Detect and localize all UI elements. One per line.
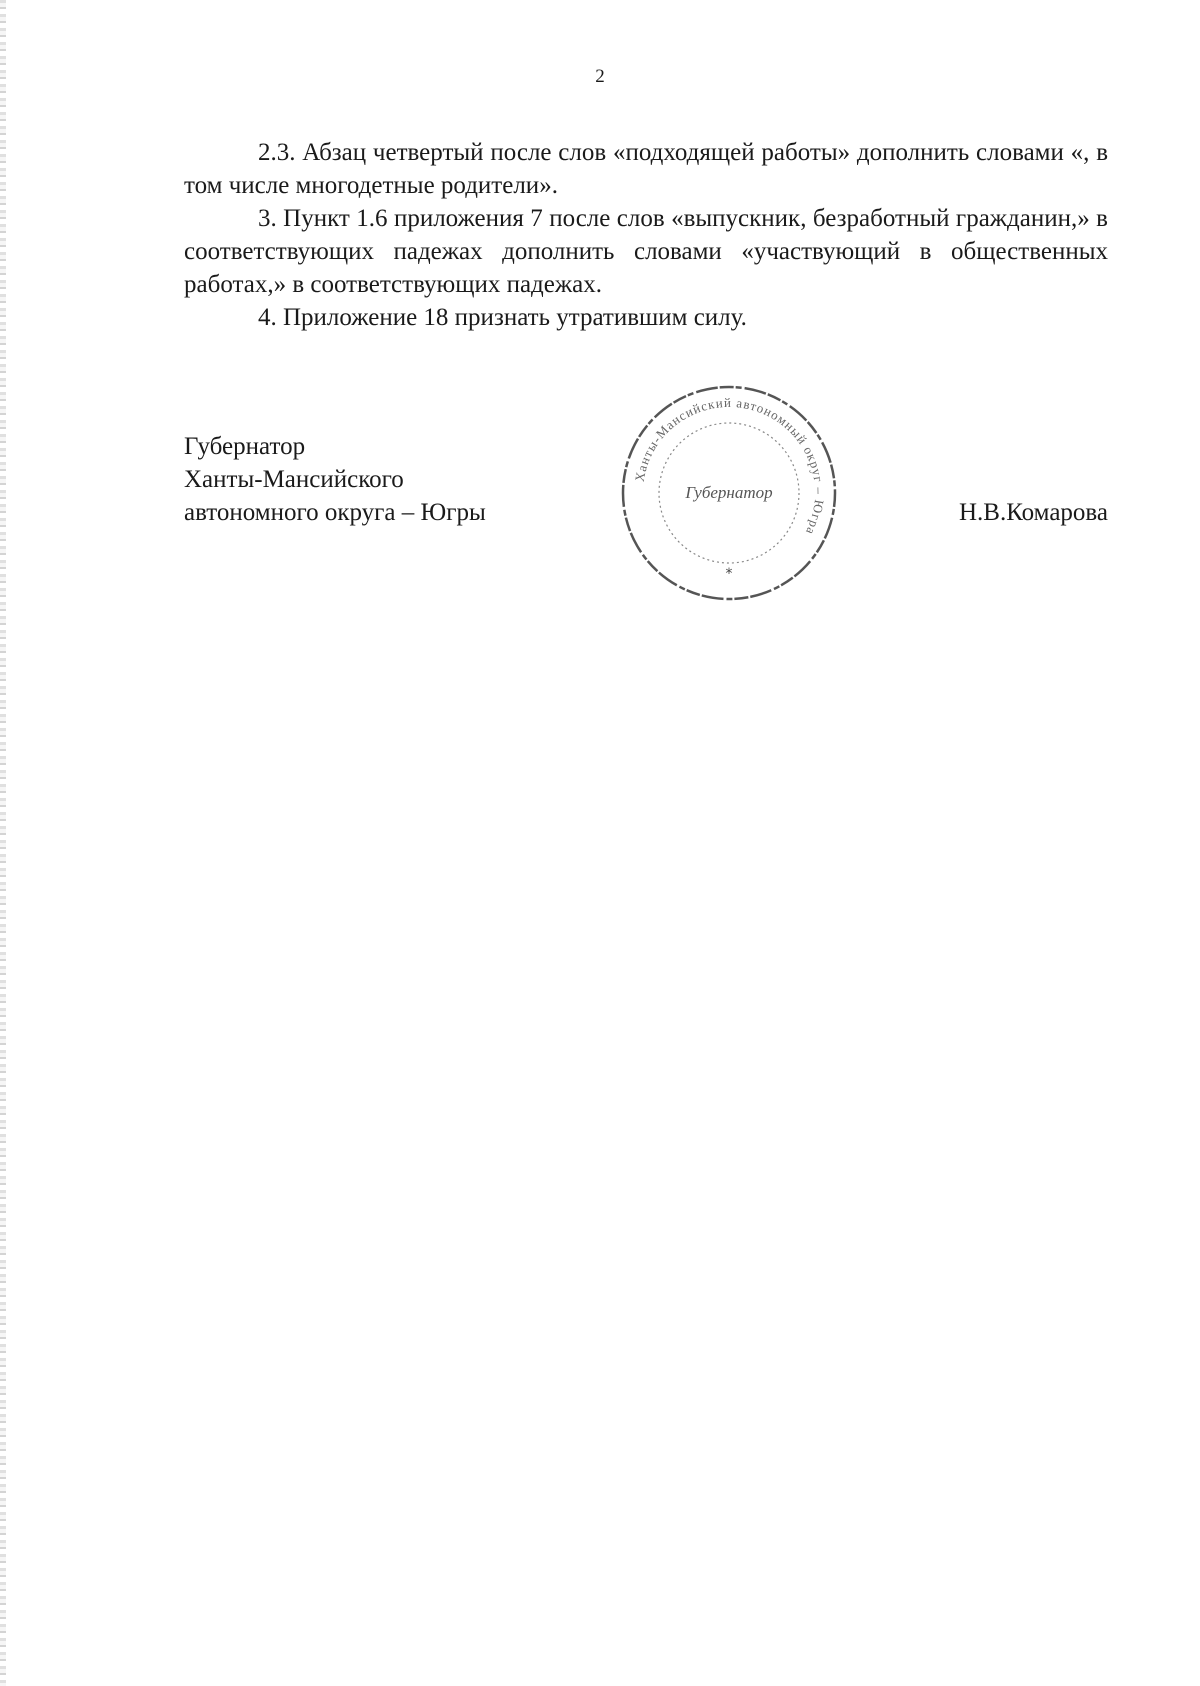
page-number: 2 [595,66,605,87]
seal-center-text: Губернатор [685,483,773,502]
paragraph-3: 3. Пункт 1.6 приложения 7 после слов «выпускник, безработный гражданин,» в соответствующих падежах дополнить словами «участвующий в общественных работах,» в соответствующих падежах. [184,205,1108,298]
signature-title-line: Ханты-Мансийского [184,466,404,493]
signature-title [184,430,584,529]
seal-ring-text: Ханты-Мансийский автономный округ – Югра [631,394,828,538]
scan-edge [0,0,6,1686]
signer-name: Н.В.Комарова [959,499,1108,526]
signature-title-line: автономного округа – Югры [184,499,486,526]
paragraph-4: 4. Приложение 18 признать утратившим силу. [258,304,747,331]
official-seal [614,378,844,608]
signature-title-line: Губернатор [184,433,306,460]
paragraph-2-3: 2.3. Абзац четвертый после слов «подходящей работы» дополнить словами «, в том числе многодетные родители». [184,139,1108,199]
seal-star: * [725,566,733,582]
document-body [184,136,1108,334]
